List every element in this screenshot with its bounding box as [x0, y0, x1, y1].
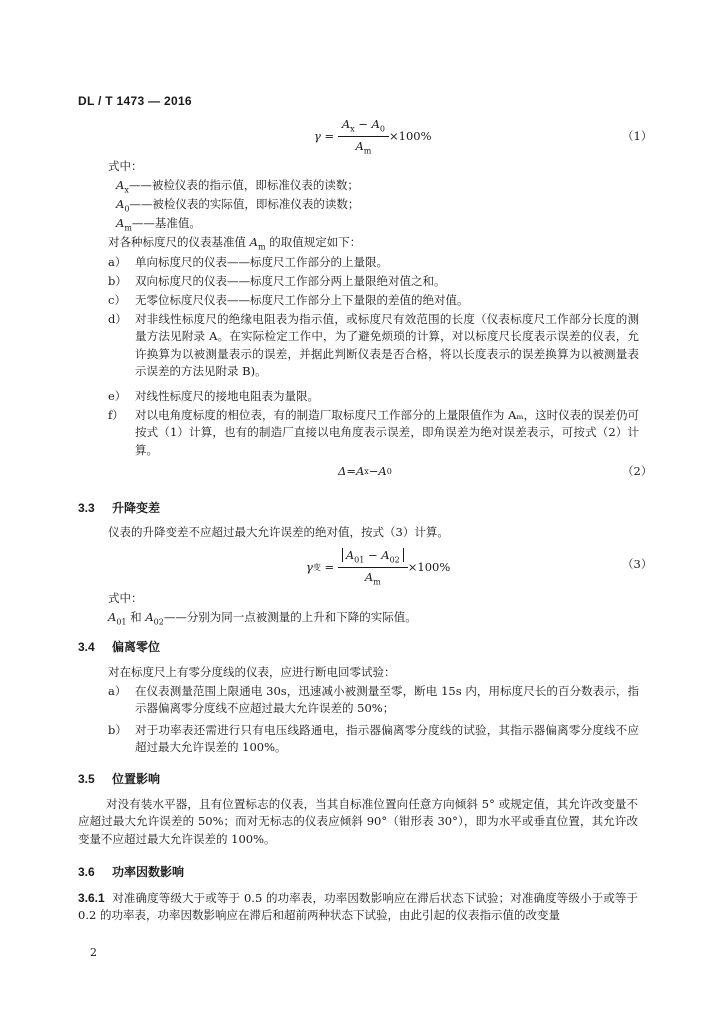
eq1-fraction: $\frac{A_x - A_0}{A_m}$ [338, 116, 389, 158]
where-label-3: 式中： [108, 591, 143, 605]
def-am: $A_m——$基准值。 [116, 216, 201, 233]
section-3-4-heading: 3.4 偏离零位 [78, 640, 161, 654]
eq2-number: （2） [622, 464, 653, 478]
page-number: 2 [90, 946, 97, 959]
def-ax: $A_x——$被检仪表的指示值，即标准仪表的读数； [116, 178, 359, 195]
eq1-lhs: γ [314, 129, 321, 144]
def-a0: $A_0——$被检仪表的实际值，即标准仪表的读数； [116, 197, 360, 214]
eq1-number: （1） [622, 129, 653, 143]
where-label-1: 式中： [108, 159, 143, 173]
section-3-5-heading: 3.5 位置影响 [78, 772, 161, 786]
para-3-6-1: 3.6.1 对准确度等级大于或等于 0.5 的功率表，功率因数影响应在滞后状态下试验；对准确度等级小于或等于 0.2 的功率表，功率因数影响应在滞后和超前两种状态下试验，由此引起的仪表指示值的改变量 [78, 891, 638, 923]
doc-header: DL / T 1473 — 2016 [78, 94, 192, 108]
equation-3: γ 变 = $\frac{A_{01} - A_{02}}{A_m}$ ×100% [306, 548, 451, 587]
section-3-6-heading: 3.6 功率因数影响 [78, 865, 185, 879]
para-3-5: 对没有装水平器，且有位置标志的仪表，当其自标准位置向任意方向倾斜 5° 或规定值，其允许改变量不应超过最大允许误差的 50%；而对无标志的仪表应倾斜 90°（钳形表 30°），即为水平或垂直位置，其允许改变量不应超过最大允许误差的 100%。 [78, 797, 638, 846]
def-a01-a02: $A_{01}$ 和 $A_{02}——$分别为同一点被测量的上升和下降的实际值。 [108, 610, 417, 627]
eq3-fraction: $\frac{A_{01} - A_{02}}{A_m}$ [338, 547, 408, 589]
eq1-times: ×100% [389, 129, 432, 144]
para-3-3: 仪表的升降变差不应超过最大允许误差的绝对值，按式（3）计算。 [108, 525, 449, 539]
eq3-number: （3） [622, 557, 653, 571]
section-3-3-heading: 3.3 升降变差 [78, 501, 161, 515]
para-3-4: 对在标度尺上有零分度线的仪表，应进行断电回零试验： [108, 665, 396, 679]
equation-2: Δ = A x − A 0 [338, 464, 392, 478]
ref-intro: 对各种标度尺的仪表基准值 $A_m$ 的取值规定如下： [108, 235, 362, 252]
document-page: DL / T 1473 — 2016 γ = $\frac{A_x - A_0}{A_m}$ ×100% （1） 式中： $A_x——$被检仪表的指示值，即标准仪表的读数； $A_0——$被检仪表的实际值，即标准仪表的读数； $A_m——$基准值。 对各种标度尺的仪表基准值 $A_m$ 的取值规定如下： a） 单向标度尺的仪表——标度尺工作部分的上量限。 b） 双向标度尺的仪表——标度尺工作部分两上量限绝对值之和。 c） 无零位标度尺仪表——标度尺工作部分上下量限的差值的绝对值。 d） 对非线性标度尺的绝缘电阻表为指示值，或标度尺有效范围的长度（仪表标度尺工作部分长度的测量方法见附录 A。在实际检定工作中，为了避免烦琐的计算，对以标度尺长度表示误差的仪表，允许换算为以被测量表示的误差，并据此判断仪表是否合格，将以长度表示的误差换算为以被测量表示误差的方法见附录 B)。 e） 对线性标度尺的接地电阻表为量限。 f） 对以电角度标度的相位表，有的制造厂取标度尺工作部分的上量限值作为 Aₘ，这时仪表的误差仍可按式（1）计算，也有的制造厂直接以电角度表示误差，即角误差为绝对误差表示，可按式（2）计算。 Δ = A x − A 0 （2） 3.3 升降变差 仪表的升降变差不应超过最大允许误差的绝对值，按式（3）计算。 γ 变 = $\frac{A_{01} - A_{02}}{A_m}$ ×100% （3） 式中： $A_{01}$ 和 $A_{02}——$分别为同一点被测量的上升和下降的实际值。 3.4 偏离零位 对在标度尺上有零分度线的仪表，应进行断电回零试验： a） 在仪表测量范围上限通电 30s，迅速减小被测量至零，断电 15s 内，用标度尺长的百分数表示，指示器偏离零分度线不应超过最大允许误差的 50%； b） 对于功率表还需进行只有电压线路通电，指示器偏离零分度线的试验，其指示器偏离零分度线不应超过最大允许误差的 100%。 3.5 位置影响 对没有装水平器，且有位置标志的仪表，当其自标准位置向任意方向倾斜 5° 或规定值，其允许改变量不应超过最大允许误差的 50%；而对无标志的仪表应倾斜 90°（钳形表 30°），即为水平或垂直位置，其允许改变量不应超过最大允许误差的 100%。 3.6 功率因数影响 3.6.1 对准确度等级大于或等于 0.5 的功率表，功率因数影响应在滞后状态下试验；对准确度等级小于或等于 0.2 的功率表，功率因数影响应在滞后和超前两种状态下试验，由此引起的仪表指示值的改变量 2 [0, 0, 724, 1024]
equation-1: γ = $\frac{A_x - A_0}{A_m}$ ×100% [314, 117, 432, 156]
